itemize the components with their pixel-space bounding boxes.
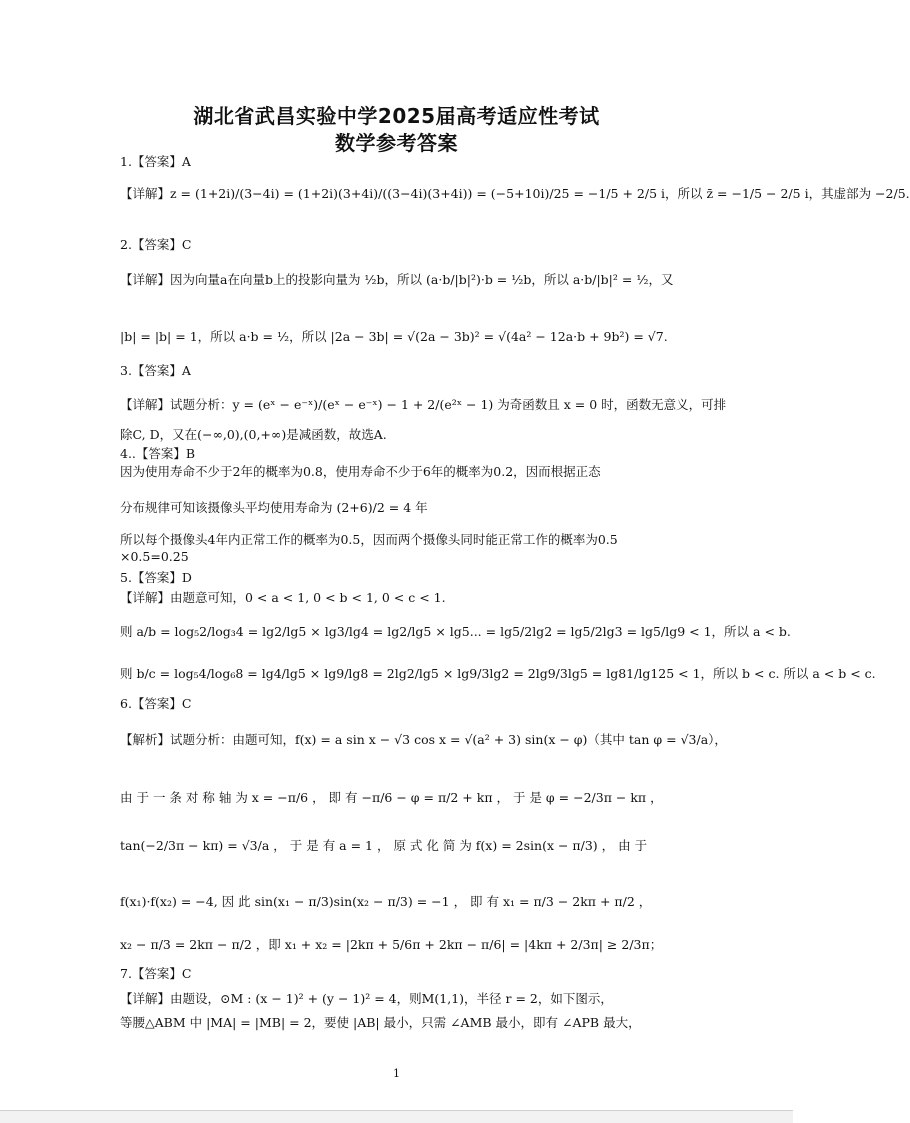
solution-line: 等腰△ABM 中 |MA| = |MB| = 2，要使 |AB| 最小，只需 ∠AMB 最小，即有 ∠APB 最大， — [120, 1015, 641, 1030]
page-number: 1 — [393, 1067, 400, 1080]
answer-line: 2.【答案】C — [120, 237, 192, 252]
solution-line: ×0.5=0.25 — [120, 549, 189, 564]
solution-line: 【解析】试题分析：由题可知，f(x) = a sin x − √3 cos x = √(a² + 3) sin(x − φ)（其中 tan φ = √3/a）， — [120, 732, 727, 747]
solution-line: 除C, D，又在(−∞,0),(0,+∞)是减函数，故选A. — [120, 427, 387, 442]
answer-line: 3.【答案】A — [120, 363, 191, 378]
solution-line: 【详解】因为向量a在向量b上的投影向量为 ½b，所以 (a·b/|b|²)·b = ½b，所以 a·b/|b|² = ½，又 — [120, 272, 674, 287]
solution-line: 【详解】试题分析：y = (eˣ − e⁻ˣ)/(eˣ − e⁻ˣ) − 1 + 2/(e²ˣ − 1) 为奇函数且 x = 0 时，函数无意义，可排 — [120, 397, 727, 412]
solution-line: x₂ − π/3 = 2kπ − π/2 ，即 x₁ + x₂ = |2kπ + 5/6π + 2kπ − π/6| = |4kπ + 2/3π| ≥ 2/3π； — [120, 937, 663, 952]
solution-line: 由 于 一 条 对 称 轴 为 x = −π/6 ， 即 有 −π/6 − φ = π/2 + kπ ， 于 是 φ = −2/3π − kπ ， — [120, 790, 663, 805]
answer-line: 1.【答案】A — [120, 154, 191, 169]
solution-line: 所以每个摄像头4年内正常工作的概率为0.5，因而两个摄像头同时能正常工作的概率为0.5 — [120, 532, 618, 547]
solution-line: 【详解】由题意可知，0 < a < 1, 0 < b < 1, 0 < c < 1. — [120, 590, 446, 605]
solution-line: 【详解】z = (1+2i)/(3−4i) = (1+2i)(3+4i)/((3−4i)(3+4i)) = (−5+10i)/25 = −1/5 + 2/5 i，所以 z̄ = −1/5 − 2/5 i，其虚部为 −2/5. — [120, 186, 910, 201]
solution-line: 分布规律可知该摄像头平均使用寿命为 (2+6)/2 = 4 年 — [120, 500, 428, 515]
document-subtitle: 数学参考答案 — [335, 131, 458, 155]
answer-line: 4..【答案】B — [120, 446, 196, 461]
answer-line: 5.【答案】D — [120, 570, 192, 585]
solution-line: 则 a/b = log₅2/log₃4 = lg2/lg5 × lg3/lg4 = lg2/lg5 × lg5... = lg5/2lg2 = lg5/2lg3 = lg5/lg9 < 1，所以 a < b. — [120, 624, 791, 639]
answer-line: 7.【答案】C — [120, 966, 192, 981]
solution-line: |b| = |b| = 1，所以 a·b = ½，所以 |2a − 3b| = √(2a − 3b)² = √(4a² − 12a·b + 9b²) = √7. — [120, 329, 668, 344]
solution-line: 【详解】由题设，⊙M : (x − 1)² + (y − 1)² = 4，则M(1,1)，半径 r = 2，如下图示， — [120, 991, 613, 1006]
solution-line: tan(−2/3π − kπ) = √3/a ， 于 是 有 a = 1 ， 原 式 化 简 为 f(x) = 2sin(x − π/3) ， 由 于 — [120, 838, 648, 853]
viewer-bottom-bar — [0, 1110, 793, 1123]
solution-line: 则 b/c = log₅4/log₆8 = lg4/lg5 × lg9/lg8 = 2lg2/lg5 × lg9/3lg2 = 2lg9/3lg5 = lg81/lg125 < 1，所以 b < c. 所以 a < b < c. — [120, 666, 876, 681]
solution-line: 因为使用寿命不少于2年的概率为0.8，使用寿命不少于6年的概率为0.2，因而根据正态 — [120, 464, 601, 479]
solution-line: f(x₁)·f(x₂) = −4, 因 此 sin(x₁ − π/3)sin(x₂ − π/3) = −1 ， 即 有 x₁ = π/3 − 2kπ + π/2 ， — [120, 894, 652, 909]
answer-line: 6.【答案】C — [120, 696, 192, 711]
document-title: 湖北省武昌实验中学2025届高考适应性考试 — [193, 104, 600, 128]
